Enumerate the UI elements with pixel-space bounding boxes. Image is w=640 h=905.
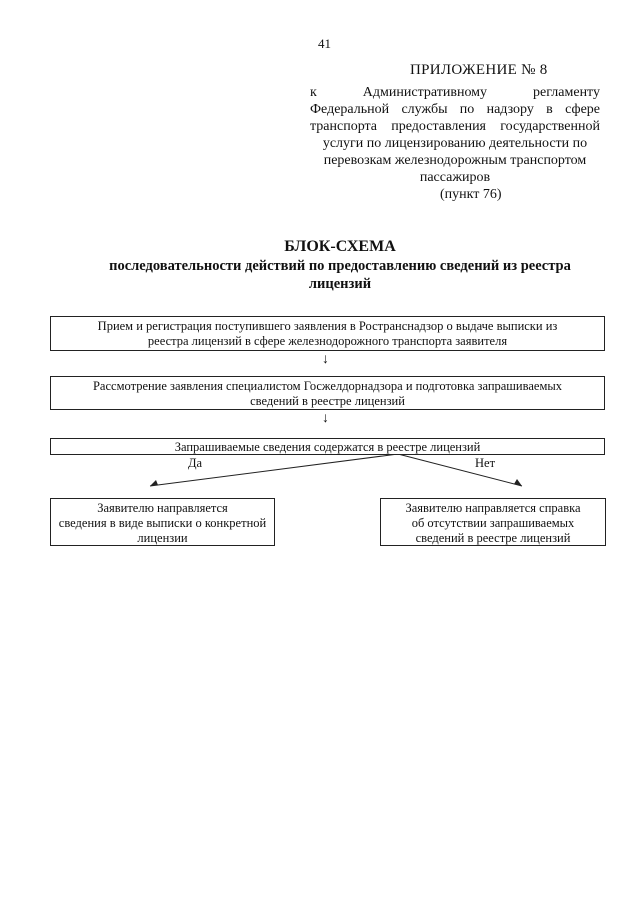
result-no-line-2: об отсутствии запрашиваемых — [411, 516, 575, 530]
flowchart-title: БЛОК-СХЕМА — [284, 238, 396, 255]
result-yes-line-2: сведения в виде выписки о конкретной — [58, 516, 267, 530]
appendix-line-6: пассажиров — [419, 170, 491, 185]
result-yes-line-1: Заявителю направляется — [97, 501, 228, 515]
result-yes-line-3: лицензии — [137, 531, 188, 545]
step-receive-application — [50, 316, 605, 351]
step-review-line-1: Рассмотрение заявления специалистом Госжелдорнадзора и подготовка запрашиваемых — [92, 379, 563, 393]
step-review-line-2: сведений в реестре лицензий — [250, 394, 405, 408]
yes-label: Да — [188, 456, 203, 470]
step-receive-line-1: Прием и регистрация поступившего заявления в Ространснадзор о выдаче выписки из — [97, 319, 558, 333]
result-yes-box — [50, 498, 275, 546]
page-number: 41 — [318, 36, 331, 51]
appendix-line-1: к Административному регламенту — [310, 85, 600, 100]
no-branch-arrowhead — [514, 479, 522, 486]
appendix-line-3: транспорта предоставления государственной — [310, 119, 600, 134]
appendix-reference: (пункт 76) — [440, 187, 502, 202]
yes-branch-arrowhead — [150, 480, 158, 486]
appendix-line-2: Федеральной службы по надзору в сфере — [310, 102, 600, 117]
flowchart-subtitle-line-1: последовательности действий по предоставлению сведений из реестра — [109, 258, 571, 274]
appendix-line-4: услуги по лицензированию деятельности по — [322, 136, 588, 151]
flowchart-subtitle-line-2: лицензий — [308, 276, 372, 292]
arrow-down-2: ↓ — [322, 411, 329, 426]
step-receive-line-2: реестра лицензий в сфере железнодорожного транспорта заявителя — [147, 334, 508, 348]
arrow-down-1: ↓ — [322, 352, 329, 367]
appendix-line-5: перевозкам железнодорожным транспортом — [323, 153, 587, 168]
result-no-line-3: сведений в реестре лицензий — [415, 531, 571, 545]
result-no-box — [380, 498, 606, 546]
no-label: Нет — [475, 456, 496, 470]
step-review-application — [50, 376, 605, 410]
decision-text: Запрашиваемые сведения содержатся в реестре лицензий — [174, 440, 481, 454]
no-branch-line — [398, 454, 522, 486]
appendix-title: ПРИЛОЖЕНИЕ № 8 — [410, 62, 548, 78]
result-no-line-1: Заявителю направляется справка — [405, 501, 581, 515]
decision-box — [50, 438, 605, 455]
